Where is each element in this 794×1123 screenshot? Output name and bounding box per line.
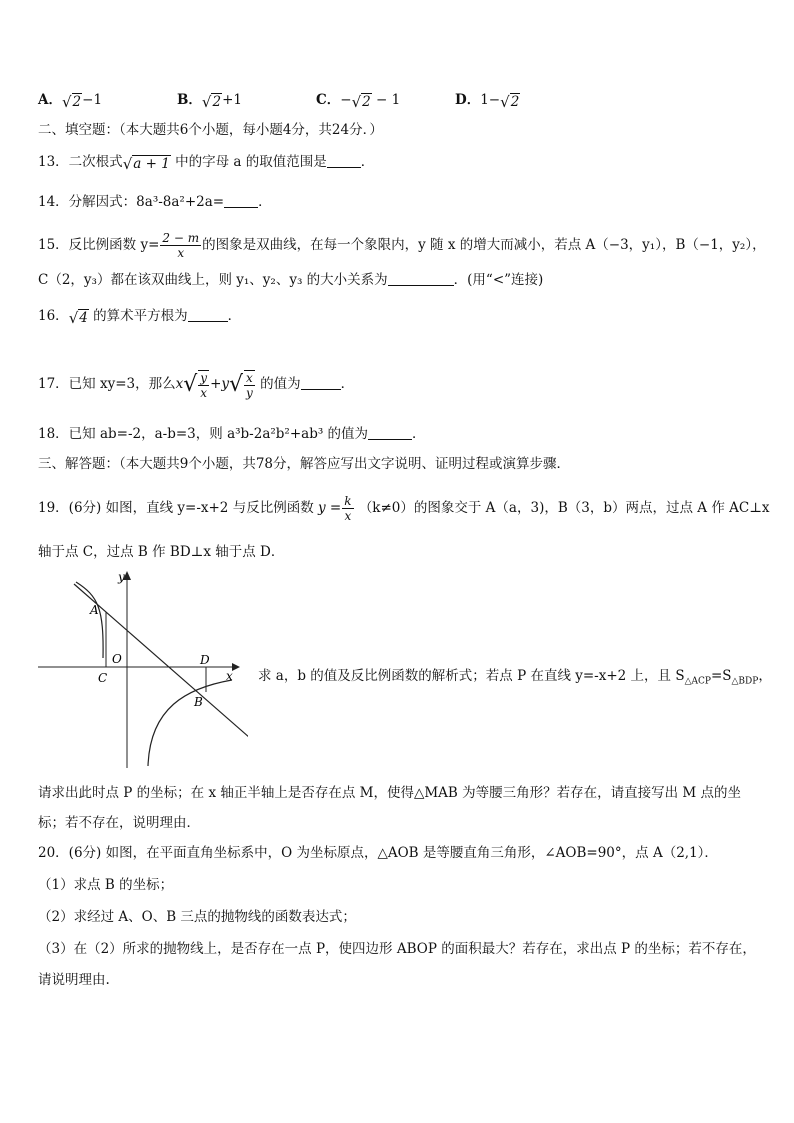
option-c-radical: √ 2 <box>351 93 371 111</box>
question-16: 16． √ 4 的算术平方根为 ． <box>38 308 242 327</box>
question-19-line4: 标；若不存在，说明理由． <box>38 815 200 831</box>
question-18: 18．已知 ab=-2，a-b=3，则 a³b-2a²b²+ab³ 的值为 ． <box>38 426 426 442</box>
graph-figure <box>36 568 248 770</box>
label-b: B <box>194 695 203 709</box>
q13-radical: √ a + 1 <box>122 155 170 173</box>
label-y: y <box>118 570 125 584</box>
hyperbola-branch-left <box>76 582 103 658</box>
label-a: A <box>90 603 99 617</box>
q19-fraction: $\frac{k}{x}$ <box>344 494 352 523</box>
q13-answer-blank[interactable] <box>327 153 361 168</box>
question-15: 15．反比例函数 y= $\frac{2 - m}{x}$ 的图象是双曲线，在每一个象限内，y 随 x 的增大而减小，若点 A（−3，y₁），B（−1，y₂）， <box>38 231 766 260</box>
question-20-part1: （1）求点 B 的坐标； <box>38 877 174 893</box>
section2-title: 二、填空题：（本大题共6个小题，每小题4分，共24分．） <box>38 122 383 138</box>
q17-radical-1: √ $\frac{y}{x}$ <box>183 371 208 400</box>
option-b-radical: √ 2 <box>201 93 222 111</box>
label-d: D <box>200 653 210 667</box>
q15-answer-blank[interactable] <box>388 271 454 286</box>
question-19-line2: 轴于点 C，过点 B 作 BD⊥x 轴于点 D． <box>38 544 285 560</box>
option-c: C．− √ 2 − 1 <box>316 92 401 111</box>
question-14: 14．分解因式：8a³-8a²+2a= ． <box>38 194 272 210</box>
option-a-label: A． <box>38 92 62 108</box>
option-d: D．1− √ 2 <box>455 92 520 111</box>
question-17: 17．已知 xy=3，那么x √ $\frac{y}{x}$ +y √ $\frac{x}{y}$ 的值为 ． <box>38 371 355 400</box>
option-a-radical: √ 2 <box>61 93 82 111</box>
label-o: O <box>112 652 122 666</box>
straight-line <box>74 584 248 738</box>
x-axis-arrow <box>232 663 240 671</box>
option-b-label: B． <box>177 92 202 108</box>
question-15-line2: C（2，y₃）都在该双曲线上，则 y₁、y₂、y₃ 的大小关系为 ．(用“<”连接) <box>38 272 544 288</box>
q17-radical-2: √ $\frac{x}{y}$ <box>229 371 253 400</box>
option-b <box>177 88 242 111</box>
question-20-part2: （2）求经过 A、O、B 三点的抛物线的函数表达式； <box>38 909 356 925</box>
label-c: C <box>98 671 108 685</box>
q14-answer-blank[interactable] <box>224 193 258 208</box>
question-19-side-text: 求 a，b 的值及反比例函数的解析式；若点 P 在直线 y=-x+2 上，且 $S_{\triangle ACP}=S_{\triangle BDP}$， <box>258 668 772 687</box>
option-d-radical: √ 2 <box>500 93 520 111</box>
option-a-tail: −1 <box>82 92 103 108</box>
option-b-tail: +1 <box>222 92 242 108</box>
option-d-label: D． <box>455 92 481 108</box>
question-19-line3: 请求出此时点 P 的坐标；在 x 轴正半轴上是否存在点 M，使得△MAB 为等腰三角形？若存在，请直接写出 M 点的坐 <box>38 785 742 801</box>
hyperbola-branch-right <box>148 680 232 766</box>
q17-answer-blank[interactable] <box>301 375 341 390</box>
q16-radical: √ 4 <box>68 309 88 327</box>
option-a <box>38 88 102 111</box>
question-20-part3: （3）在（2）所求的抛物线上，是否存在一点 P，使四边形 ABOP 的面积最大？若存在，求出点 P 的坐标；若不存在， <box>38 941 756 957</box>
question-19: 19．(6分) 如图，直线 y=-x+2 与反比例函数 y = $\frac{k}{x}$ （k≠0）的图象交于 A（a，3)，B（3，b）两点，过点 A 作 AC⊥x <box>38 494 770 523</box>
q15-fraction: $\frac{2 - m}{x}$ <box>162 231 200 260</box>
question-20: 20．(6分) 如图，在平面直角坐标系中，O 为坐标原点，△AOB 是等腰直角三角形，∠AOB=90°，点 A（2,1）． <box>38 845 718 861</box>
q16-answer-blank[interactable] <box>188 307 228 322</box>
label-x: x <box>226 669 233 683</box>
question-13: 13．二次根式 √ a + 1 中的字母 a 的取值范围是 ． <box>38 154 375 173</box>
section3-title: 三、解答题：（本大题共9个小题，共78分，解答应写出文字说明、证明过程或演算步骤． <box>38 456 571 472</box>
option-c-label: C． <box>316 92 341 108</box>
option-c-tail: − 1 <box>371 92 401 108</box>
question-20-part4: 请说明理由. <box>38 972 110 988</box>
q18-answer-blank[interactable] <box>368 425 412 440</box>
